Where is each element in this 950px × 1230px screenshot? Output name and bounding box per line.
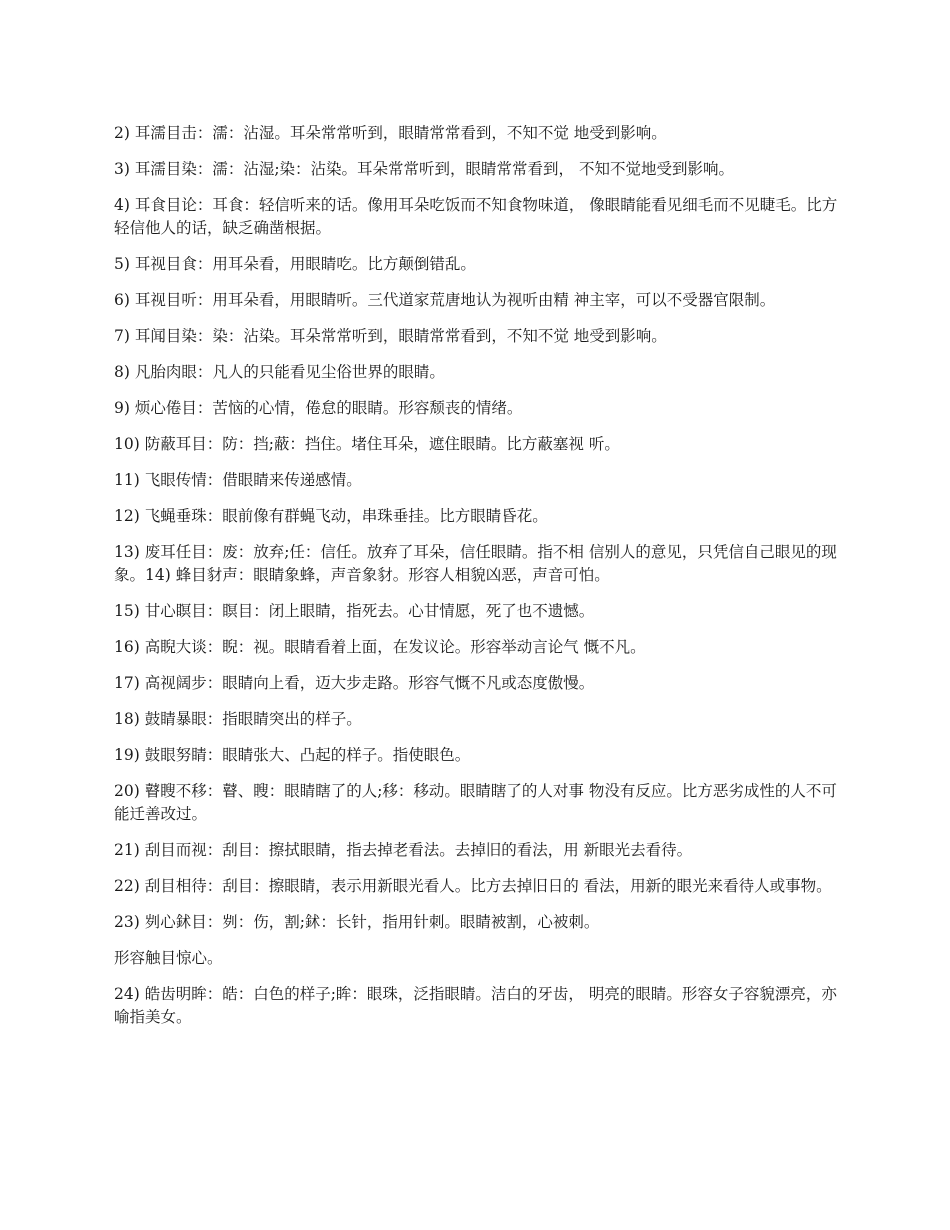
idiom-entry-24: 24) 皓齿明眸：皓：白色的样子;眸：眼珠，泛指眼睛。洁白的牙齿， 明亮的眼睛。形容女子容貌漂亮，亦喻指美女。 [114, 985, 837, 1026]
idiom-entry-19: 19) 鼓眼努睛：眼睛张大、凸起的样子。指使眼色。 [114, 746, 471, 764]
idiom-entry-4: 4) 耳食目论：耳食：轻信听来的话。像用耳朵吃饭而不知食物味道， 像眼睛能看见细毛而不见睫毛。比方轻信他人的话，缺乏确凿根据。 [114, 196, 838, 237]
idiom-entry-5: 5) 耳视目食：用耳朵看，用眼睛吃。比方颠倒错乱。 [114, 255, 476, 273]
idiom-entry-20: 20) 瞽瞍不移：瞽、瞍：眼睛瞎了的人;移：移动。眼睛瞎了的人对事 物没有反应。比方恶劣成性的人不可能迁善改过。 [114, 782, 837, 823]
idiom-list [114, 122, 844, 1042]
idiom-entry-10: 10) 防蔽耳目：防：挡;蔽：挡住。堵住耳朵，遮住眼睛。比方蔽塞视 听。 [114, 435, 620, 453]
idiom-entry-22: 22) 刮目相待：刮目：擦眼睛，表示用新眼光看人。比方去掉旧日的 看法，用新的眼光来看待人或事物。 [114, 877, 832, 895]
idiom-entry-7: 7) 耳闻目染：染：沾染。耳朵常常听到，眼睛常常看到，不知不觉 地受到影响。 [114, 327, 667, 345]
idiom-entry-16: 16) 高睨大谈：睨：视。眼睛看着上面，在发议论。形容举动言论气 慨不凡。 [114, 638, 646, 656]
idiom-entry-23-continuation: 形容触目惊心。 [114, 949, 223, 967]
idiom-entry-18: 18) 鼓睛暴眼：指眼睛突出的样子。 [114, 710, 362, 728]
idiom-entry-12: 12) 飞蝇垂珠：眼前像有群蝇飞动，串珠垂挂。比方眼睛昏花。 [114, 507, 548, 525]
idiom-entry-3: 3) 耳濡目染：濡：沾湿;染：沾染。耳朵常常听到，眼睛常常看到， 不知不觉地受到影响。 [114, 160, 734, 178]
idiom-entry-13-14: 13) 废耳任目：废：放弃;任：信任。放弃了耳朵，信任眼睛。指不相 信别人的意见，只凭信自己眼见的现象。14) 蜂目豺声：眼睛象蜂，声音象豺。形容人相貌凶恶，声音可怕。 [114, 543, 837, 584]
idiom-entry-2: 2) 耳濡目击：濡：沾湿。耳朵常常听到，眼睛常常看到，不知不觉 地受到影响。 [114, 124, 667, 142]
idiom-entry-21: 21) 刮目而视：刮目：擦拭眼睛，指去掉老看法。去掉旧的看法，用 新眼光去看待。 [114, 841, 693, 859]
idiom-entry-11: 11) 飞眼传情：借眼睛来传递感情。 [114, 471, 362, 489]
idiom-entry-17: 17) 高视阔步：眼睛向上看，迈大步走路。形容气慨不凡或态度傲慢。 [114, 674, 595, 692]
idiom-entry-8: 8) 凡胎肉眼：凡人的只能看见尘俗世界的眼睛。 [114, 363, 445, 381]
idiom-entry-6: 6) 耳视目听：用耳朵看，用眼睛听。三代道家荒唐地认为视听由精 神主宰，可以不受器官限制。 [114, 291, 776, 309]
idiom-entry-23: 23) 刿心鉥目：刿：伤，割;鉥：长针，指用针刺。眼睛被割，心被刺。 [114, 913, 600, 931]
idiom-entry-9: 9) 烦心倦目：苦恼的心情，倦怠的眼睛。形容颓丧的情绪。 [114, 399, 523, 417]
idiom-entry-15: 15) 甘心瞑目：瞑目：闭上眼睛，指死去。心甘情愿，死了也不遗憾。 [114, 602, 595, 620]
